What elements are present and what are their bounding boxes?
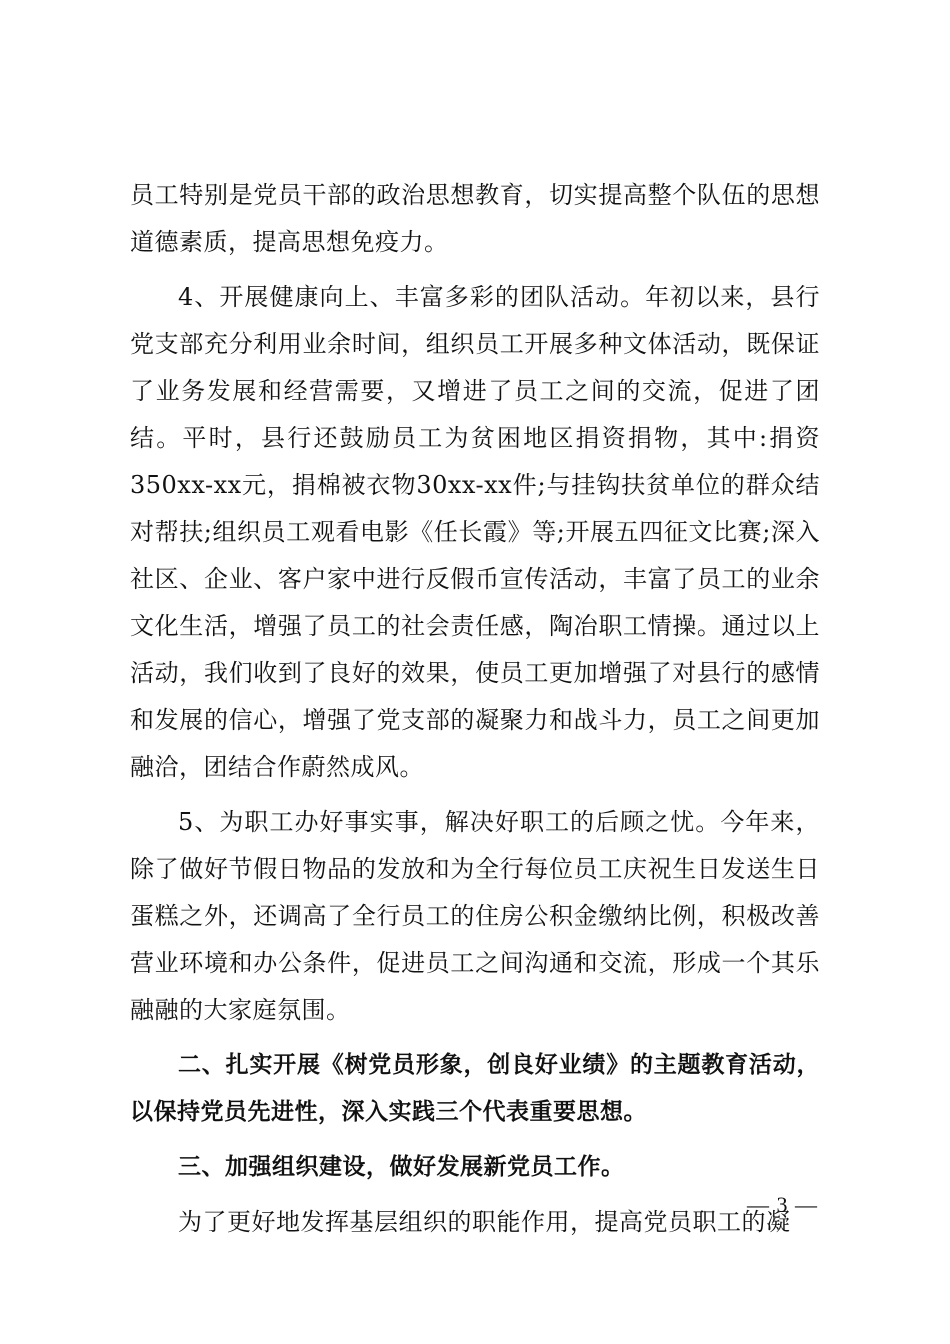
paragraph-item-4: 4、开展健康向上、丰富多彩的团队活动。年初以来，县行党支部充分利用业余时间，组织员工开展多种文体活动，既保证了业务发展和经营需要，又增进了员工之间的交流，促进了团结。平时，县行还鼓励员工为贫困地区捐资捐物，其中:捐资350xx-xx元，捐棉被衣物30xx-xx件;与挂钩扶贫单位的群众结对帮扶;组织员工观看电影《任长霞》等;开展五四征文比赛;深入社区、企业、客户家中进行反假币宣传活动，丰富了员工的业余文化生活，增强了员工的社会责任感，陶冶职工情操。通过以上活动，我们收到了良好的效果，使员工更加增强了对县行的感情和发展的信心，增强了党支部的凝聚力和战斗力，员工之间更加融洽，团结合作蔚然成风。 bbox=[130, 283, 820, 781]
document-body bbox=[130, 172, 820, 1254]
paragraph-section-3-start: 为了更好地发挥基层组织的职能作用，提高党员职工的凝 bbox=[178, 1208, 791, 1236]
heading-section-3: 三、加强组织建设，做好发展新党员工作。 bbox=[178, 1154, 625, 1180]
paragraph-continuation: 员工特别是党员干部的政治思想教育，切实提高整个队伍的思想道德素质，提高思想免疫力。 bbox=[130, 181, 820, 256]
paragraph-item-5: 5、为职工办好事实事，解决好职工的后顾之忧。今年来，除了做好节假日物品的发放和为全行每位员工庆祝生日发送生日蛋糕之外，还调高了全行员工的住房公积金缴纳比例，积极改善营业环境和办公条件，促进员工之间沟通和交流，形成一个其乐融融的大家庭氛围。 bbox=[130, 808, 820, 1024]
heading-section-2: 二、扎实开展《树党员形象，创良好业绩》的主题教育活动，以保持党员先进性，深入实践三个代表重要思想。 bbox=[130, 1052, 820, 1125]
page-number: — 3 — bbox=[747, 1192, 818, 1217]
